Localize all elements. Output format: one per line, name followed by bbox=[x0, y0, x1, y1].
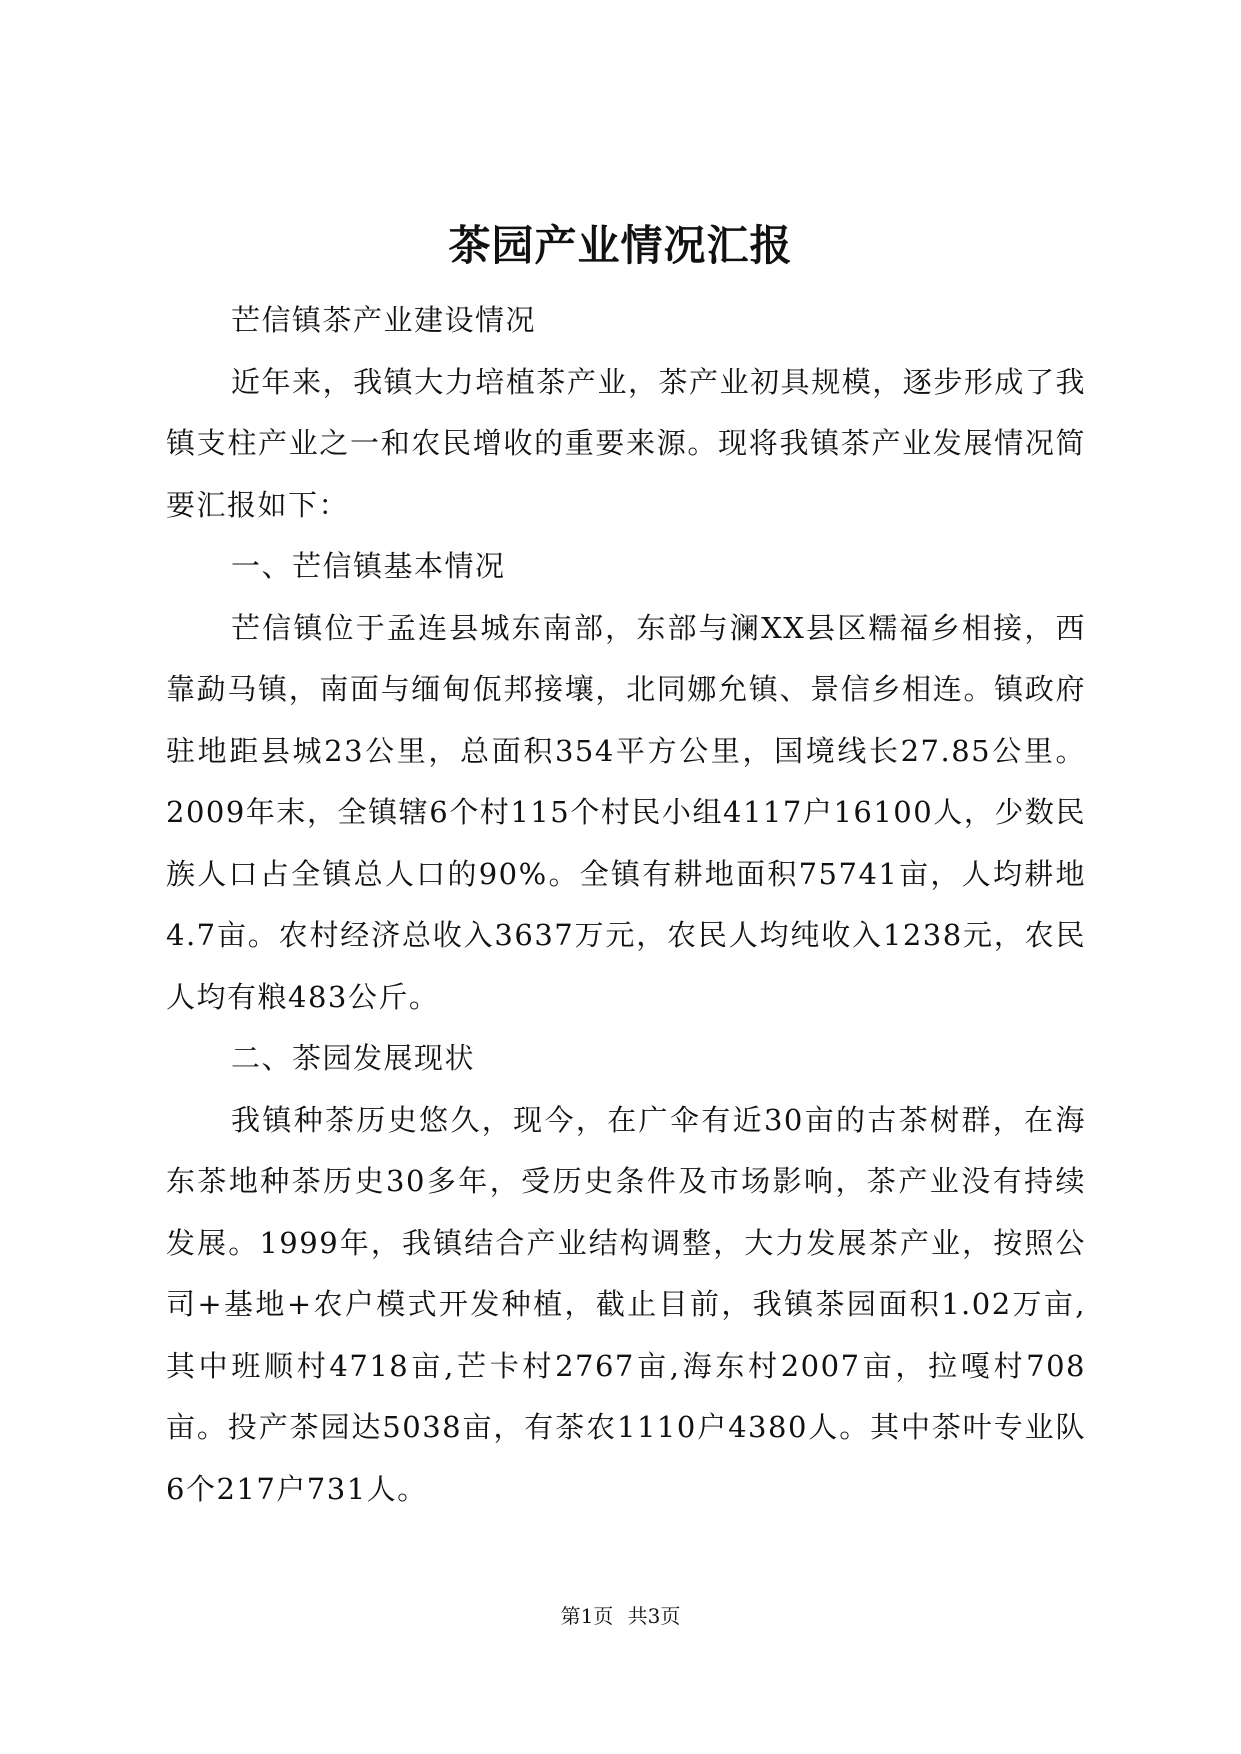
page-number-total: 共3页 bbox=[627, 1604, 681, 1628]
section-heading-1: 一、芒信镇基本情况 bbox=[231, 549, 506, 583]
document-body bbox=[166, 290, 1086, 1520]
page-number-current: 第1页 bbox=[560, 1604, 614, 1628]
paragraph-intro: 近年来，我镇大力培植茶产业，茶产业初具规模，逐步形成了我镇支柱产业之一和农民增收的重要来源。现将我镇茶产业发展情况简要汇报如下： bbox=[166, 364, 1086, 522]
paragraph-basic-info: 芒信镇位于孟连县城东南部，东部与澜XX县区糯福乡相接，西靠勐马镇，南面与缅甸佤邦接壤，北同娜允镇、景信乡相连。镇政府驻地距县城23公里，总面积354平方公里，国境线长27.85公里。2009年末，全镇辖6个村115个村民小组4117户16100人，少数民族人口占全镇总人口的90%。全镇有耕地面积75741亩，人均耕地4.7亩。农村经济总收入3637万元，农民人均纯收入1238元，农民人均有粮483公斤。 bbox=[166, 610, 1086, 1014]
page-footer bbox=[0, 1602, 1241, 1630]
section-heading-2: 二、茶园发展现状 bbox=[231, 1041, 476, 1075]
paragraph-tea-status: 我镇种茶历史悠久，现今，在广伞有近30亩的古茶树群，在海东茶地种茶历史30多年，受历史条件及市场影响，茶产业没有持续发展。1999年，我镇结合产业结构调整，大力发展茶产业，按照公司+基地+农户模式开发种植，截止目前，我镇茶园面积1.02万亩,其中班顺村4718亩,芒卡村2767亩,海东村2007亩，拉嘎村708亩。投产茶园达5038亩，有茶农1110户4380人。其中茶叶专业队6个217户731人。 bbox=[166, 1102, 1086, 1506]
document-title: 茶园产业情况汇报 bbox=[448, 221, 793, 270]
paragraph-subtitle: 芒信镇茶产业建设情况 bbox=[231, 303, 537, 337]
